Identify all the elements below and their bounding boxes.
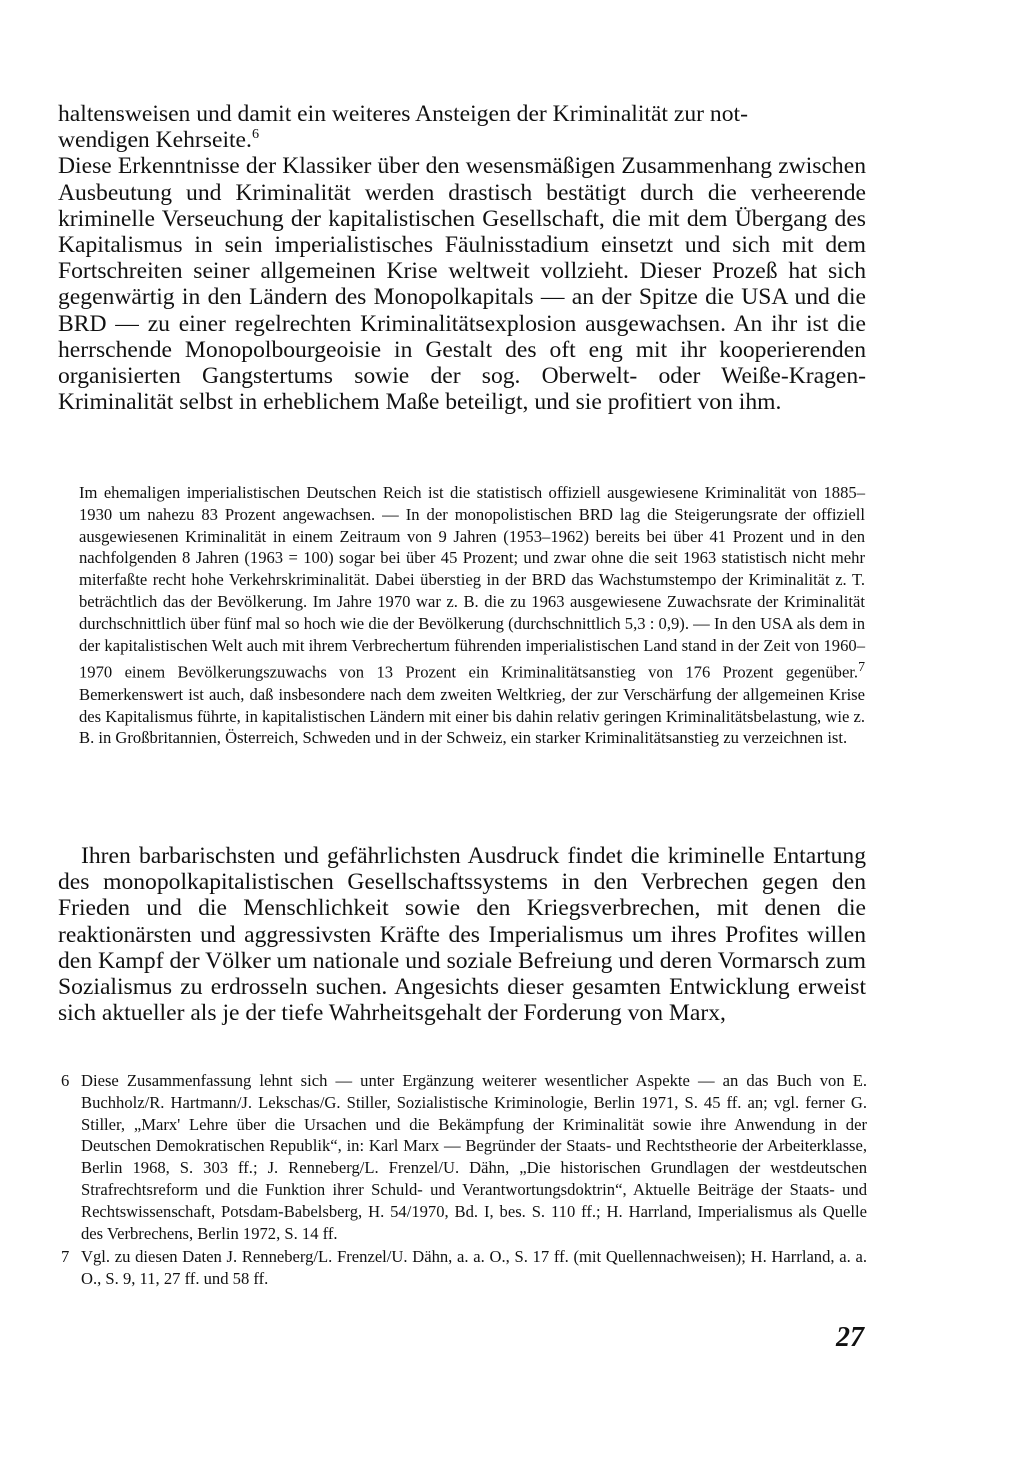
footnotes (61, 1070, 867, 1292)
footnote-7 (61, 1246, 867, 1290)
paragraph-line-1: haltensweisen und damit ein weiteres Ansteigen der Kriminalität zur not- (58, 101, 748, 127)
paragraph-klassiker: Diese Erkenntnisse der Klassiker über den wesensmäßigen Zusammenhang zwischen Ausbeutung und Kriminalität werden drastisch bestätigt durch die verheerende kriminelle Verseuchung der kapitalistischen Gesellschaft, die mit dem Übergang des Kapitalismus in sein imperialistisches Fäulnisstadium einsetzt und sich mit dem Fortschreiten seiner allgemeinen Krise weltweit vollzieht. Dieser Prozeß hat sich gegenwärtig in den Ländern des Monopolkapitals — an der Spitze die USA und die BRD — zu einer regelrechten Kriminalitätsexplosion ausgewachsen. An ihr ist die herrschende Monopolbourgeoisie in Gestalt des oft eng mit ihr kooperierenden organisierten Gangstertums sowie der sog. Oberwelt- oder Weiße-Kragen-Kriminalität selbst in erheblichem Maße beteiligt, und sie profitiert von ihm. (58, 153, 866, 416)
footnote-6 (61, 1070, 867, 1244)
main-text-top (58, 101, 866, 415)
paragraph-entartung: Ihren barbarischsten und gefährlichsten Ausdruck findet die kriminelle Entartung des monopolkapitalistischen Gesellschaftssystems in den Verbrechen gegen den Frieden und die Menschlichkeit sowie den Kriegsverbrechen, mit denen die reaktionärsten und aggressivsten Kräfte des Imperialismus um ihres Profites willen den Kampf der Völker um nationale und soziale Befreiung und deren Vormarsch zum Sozialismus zu erdrosseln suchen. Angesichts dieser gesamten Entwicklung erweist sich aktueller als je der tiefe Wahrheitsgehalt der Forderung von Marx, (58, 843, 866, 1027)
page-number: 27 (836, 1322, 864, 1353)
footnote-text: Vgl. zu diesen Daten J. Renneberg/L. Frenzel/U. Dähn, a. a. O., S. 17 ff. (mit Quellennachweisen); H. Harrland, a. a. O., S. 9, 11, 27 ff. und 58 ff. (81, 1247, 867, 1289)
footnote-number: 6 (61, 1071, 70, 1090)
footnote-number: 7 (61, 1247, 70, 1267)
paragraph-continuation (58, 101, 866, 153)
paragraph-line-2: wendigen Kehrseite. (58, 127, 252, 154)
statistics-text-part1: Im ehemaligen imperialistischen Deutschen Reich ist die statistisch offiziell ausgewiesene Kriminalität von 1885–1930 um nahezu 83 Prozent angewachsen. — In der monopolistischen BRD lag die Steigerungsrate der offiziell ausgewiesenen Kriminalität in einem Zeitraum von 9 Jahren (1953–1962) bereits bei über 41 Prozent und in den nachfolgenden 8 Jahren (1963 = 100) sogar bei über 45 Prozent; und zwar ohne die seit 1963 statistisch nicht mehr miterfaßte recht hohe Verkehrskriminalität. Dabei überstieg in der BRD das Wachstumstempo der Kriminalität z. T. beträchtlich das der Bevölkerung. Im Jahre 1970 war z. B. die zu 1963 ausgewiesene Zuwachsrate der Kriminalität durchschnittlich über fünf mal so hoch wie die der Bevölkerung (durchschnittlich 5,3 : 0,9). — In den USA als dem in der kapitalistischen Welt auch mit ihrem Verbrechertum führenden imperialistischen Land stand in der Zeit von 1960–1970 einem Bevölkerungszuwachs von 13 Prozent ein Kriminalitätsanstieg von 176 Prozent gegenüber. (79, 483, 865, 682)
statistics-text-part2: Bemerkenswert ist auch, daß insbesondere nach dem zweiten Weltkrieg, der zur Verschärfung der allgemeinen Krise des Kapitalismus führte, in kapitalistischen Ländern mit einer bis dahin relativ geringen Kriminalitätsbelastung, wie z. B. in Großbritannien, Österreich, Schweden und in der Schweiz, ein starker Kriminalitätsanstieg zu verzeichnen ist. (79, 684, 865, 748)
footnote-ref-6: 6 (251, 126, 260, 143)
footnote-text: Diese Zusammenfassung lehnt sich — unter Ergänzung weiterer wesentlicher Aspekte — an das Buch von E. Buchholz/R. Hartmann/J. Lekschas/G. Stiller, Sozialistische Kriminologie, Berlin 1971, S. 45 ff. an; vgl. ferner G. Stiller, „Marx' Lehre über die Ursachen und die Bekämpfung der Kriminalität sowie ihre Anwendung in der Deutschen Demokratischen Republik“, in: Karl Marx — Begründer der Staats- und Rechtstheorie der Arbeiterklasse, Berlin 1968, S. 303 ff.; J. Renneberg/L. Frenzel/U. Dähn, „Die historischen Grundlagen der westdeutschen Strafrechtsreform und die Funktion ihrer Schuld- und Verantwortungsdoktrin“, Aktuelle Beiträge der Staats- und Rechtswissenschaft, Potsdam-Babelsberg, H. 54/1970, Bd. I, bes. S. 110 ff.; H. Harrland, Imperialismus als Quelle des Verbrechens, Berlin 1972, S. 14 ff. (81, 1071, 867, 1243)
statistics-paragraph (79, 482, 865, 749)
footnote-ref-7: 7 (858, 659, 865, 675)
main-text-bottom (58, 843, 866, 1026)
statistics-block (79, 482, 865, 749)
